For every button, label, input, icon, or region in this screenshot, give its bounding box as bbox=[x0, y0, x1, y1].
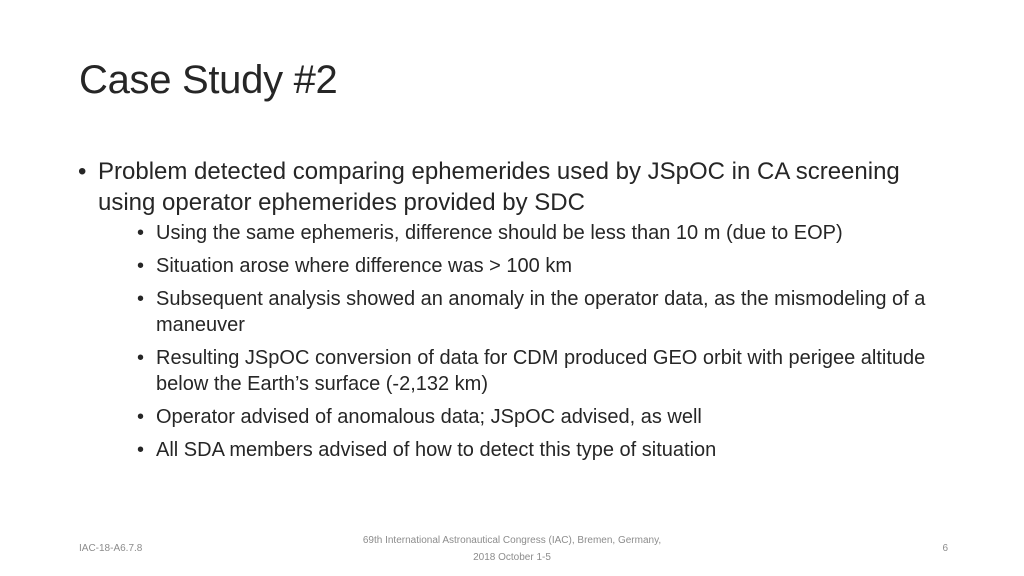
footer-conference: 69th International Astronautical Congress (IAC), Bremen, Germany, 2018 October 1-5 bbox=[362, 535, 662, 563]
bullet-icon: • bbox=[137, 347, 145, 369]
sub-bullet-item bbox=[119, 345, 956, 397]
sub-bullet-item bbox=[119, 253, 956, 279]
slide-title: Case Study #2 bbox=[79, 58, 338, 102]
bullet-list bbox=[76, 156, 956, 470]
bullet-icon: • bbox=[137, 406, 145, 428]
slide-number: 6 bbox=[942, 543, 948, 554]
sub-bullet-text: All SDA members advised of how to detect this type of situation bbox=[156, 439, 717, 461]
bullet-text-main: Problem detected comparing ephemerides used by JSpOC in CA screening using operator ephemerides provided by SDC bbox=[98, 158, 900, 216]
sub-bullet-text: Operator advised of anomalous data; JSpOC advised, as well bbox=[156, 406, 702, 428]
sub-bullet-text: Resulting JSpOC conversion of data for CDM produced GEO orbit with perigee altitude below the Earth’s surface (-2,132 km) bbox=[156, 347, 926, 395]
sub-bullet-text: Situation arose where difference was > 100 km bbox=[156, 255, 572, 277]
sub-bullet-text: Subsequent analysis showed an anomaly in the operator data, as the mismodeling of a maneuver bbox=[156, 288, 926, 336]
bullet-icon: • bbox=[78, 158, 87, 185]
sub-bullet-text: Using the same ephemeris, difference should be less than 10 m (due to EOP) bbox=[156, 222, 843, 244]
footer-paper-id: IAC-18-A6.7.8 bbox=[79, 543, 143, 554]
bullet-icon: • bbox=[137, 288, 145, 310]
sub-bullet-item bbox=[119, 220, 956, 246]
sub-bullet-item bbox=[119, 286, 956, 338]
bullet-icon: • bbox=[137, 222, 145, 244]
bullet-icon: • bbox=[137, 255, 145, 277]
bullet-item-main bbox=[76, 156, 956, 463]
sub-bullet-list bbox=[98, 220, 956, 463]
bullet-icon: • bbox=[137, 439, 145, 461]
sub-bullet-item bbox=[119, 437, 956, 463]
sub-bullet-item bbox=[119, 404, 956, 430]
